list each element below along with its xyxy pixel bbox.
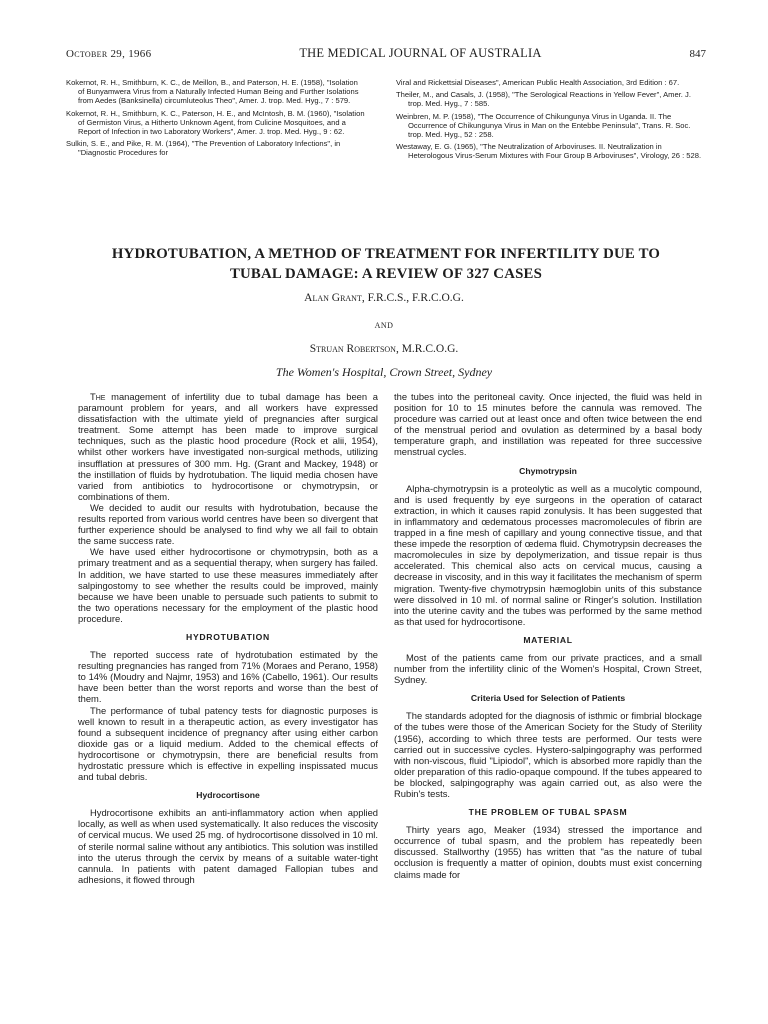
body-paragraph: We decided to audit our results with hydrotubation, because the results reported from various world centres have been so divergent that further experience should be analysed to find why we all fail to obtain the same success rate. [78, 501, 378, 547]
issue-date: October 29, 1966 [66, 48, 152, 60]
subsection-heading: Criteria Used for Selection of Patients [470, 693, 626, 704]
article-title-line-2: TUBAL DAMAGE: A REVIEW OF 327 CASES [229, 266, 543, 282]
lead-word: The [90, 391, 106, 402]
author-2: Struan Robertson, M.R.C.O.G. [309, 343, 459, 355]
reference-entry: Theiler, M., and Casals, J. (1958), "The Serological Reactions in Yellow Fever", Amer. J. trop. Med. Hyg., 7 : 585. [396, 90, 691, 109]
body-paragraph: We have used either hydrocortisone or chymotrypsin, both as a primary treatment and as a sequential therapy, when surgery has failed. In addition, we have started to use these measures immediately after salpingostomy to see whether the results could be improved, mainly because we have been unable to persuade such patients to submit to the two operations necessary for the employment of the plastic hood procedure. [78, 546, 378, 624]
reference-entry: Westaway, E. G. (1965), "The Neutralization of Arboviruses. II. Neutralization in Heterologous Virus-Serum Mixtures with Four Group B Arboviruses", Virology, 26 : 528. [396, 142, 702, 161]
body-paragraph: the tubes into the peritoneal cavity. Once injected, the fluid was held in position for 10 to 15 minutes before the cannula was removed. The procedure was carried out at least once and often twice between the end of the menstrual period and ovulation as determined by a basal body temperature graph, and instillation was repeated for three successive menstrual cycles. [394, 391, 702, 458]
reference-list-right [396, 78, 702, 164]
body-paragraph [78, 391, 378, 502]
body-paragraph: Thirty years ago, Meaker (1934) stressed the importance and occurrence of tubal spasm, and the problem has repeatedly been discussed. Stallworthy (1955) has written that "as the nature of tubal occlusion is frequently a matter of opinion, doubts must exist concerning claims made for [394, 824, 702, 880]
body-paragraph: The standards adopted for the diagnosis of isthmic or fimbrial blockage of the tubes were those of the American Society for the Study of Sterility (1956), according to which three tests are performed. Our tests were carried out in successive cycles. Hystero-salpingography was performed with non-viscous, fluid "Lipiodol", which is absorbed more rapidly than the older preparation of this radio-opaque compound. If the tubes appeared to be blocked, salpingography was again carried out, as also were the Rubin's tests. [394, 710, 702, 799]
section-heading: THE PROBLEM OF TUBAL SPASM [468, 807, 628, 818]
reference-entry: Sulkin, S. E., and Pike, R. M. (1964), "The Prevention of Laboratory Infections", in "Diagnostic Procedures for [66, 139, 341, 158]
paragraph-text: management of infertility due to tubal damage has been a paramount problem for years, and all workers have expressed dissatisfaction with the ultimate yield of pregnancies after surgical treatment. Some attempt has been made to improve surgical techniques, such as the plastic hood procedure (Rock et alii, 1954), whilst other workers have investigated non-surgical methods, utilizing insufflation at pressures of 300 mm. Hg. (Grant and Mackey, 1948) or the instillation of fluids by hydrotubation. The liquid media chosen have varied from antibiotics to hydrocortisone or chymotrypsin, or combinations of them. [78, 391, 378, 502]
body-column-left [78, 391, 378, 885]
author-1: Alan Grant, F.R.C.S., F.R.C.O.G. [304, 292, 464, 304]
body-column-right [394, 391, 702, 880]
body-paragraph: Most of the patients came from our private practices, and a small number from the infertility clinic of the Women's Hospital, Crown Street, Sydney. [394, 651, 702, 686]
section-heading: MATERIAL [523, 634, 573, 645]
reference-entry: Kokernot, R. H., Smithburn, K. C., Paterson, H. E., and McIntosh, B. M. (1960), "Isolation of Germiston Virus, a Hitherto Unknown Agent, from Culicine Mosquitoes, and a Report of Infection in two Laboratory Workers", Amer. J. trop. Med. Hyg., 9 : 62. [66, 108, 365, 137]
page-number: 847 [689, 48, 706, 60]
body-paragraph: The performance of tubal patency tests for diagnostic purposes is well known to result in a therapeutic action, as every investigator has found a subsequent incidence of pregnancy after using either carbon dioxide gas or a liquid medium. Added to the chemical effects of hydrocortisone or chymotrypsin, there are beneficial results from hydrostatic pressure which is effective in expelling inspissated mucus and tubal debris. [78, 704, 378, 783]
subsection-heading: Hydrocortisone [196, 790, 260, 801]
article-title-line-1: HYDROTUBATION, A METHOD OF TREATMENT FOR INFERTILITY DUE TO [111, 246, 661, 262]
reference-entry: Weinbren, M. P. (1958), "The Occurrence of Chikungunya Virus in Uganda. II. The Occurrence of Chikungunya Virus in Man on the Entebbe Peninsula", Trans. R. Soc. trop. Med. Hyg., 52 : 258. [396, 111, 691, 140]
reference-entry: Viral and Rickettsial Diseases", American Public Health Association, 3rd Edition : 67. [396, 78, 680, 87]
article-title [66, 244, 706, 284]
body-paragraph: The reported success rate of hydrotubation estimated by the resulting pregnancies has ranged from 71% (Moraes and Perano, 1958) to 14% (Moudry and Najmr, 1953) and 16% (Cabello, 1961). Our results have been better than the worst reports and worse than the best of them. [78, 649, 378, 705]
subsection-heading: Chymotrypsin [519, 465, 577, 476]
author-conjunction: AND [374, 321, 394, 330]
body-paragraph: Hydrocortisone exhibits an anti-inflammatory action when applied locally, as well as when used systematically. It also reduces the viscosity of cervical mucus. We used 25 mg. of hydrocortisone dissolved in 10 ml. of sterile normal saline without any antibiotics. This solution was instilled into the uterus through the cervix by means of a suitable water-tight cannula. In patients with patent damaged Fallopian tubes and adhesions, it flowed through [78, 807, 378, 885]
running-header [66, 46, 706, 61]
body-paragraph: Alpha-chymotrypsin is a proteolytic as well as a mucolytic compound, and is used frequently by eye surgeons in the operation of cataract extraction, in which it causes rapid zonulysis. It has been suggested that in inflammatory and œdematous processes macromolecules of fibrin are trapped in a fine mesh of capillary and young connective tissue, and that these impede the resorption of œdema fluid. Chymotrypsin decreases the macromolecules in size by depolymerization, and tissue repair is thus accelerated. This chemical also acts on cervical mucus, causing a decrease in viscosity, and in this way it facilitates the mechanism of sperm migration. Twenty-five chymotrypsin hæmoglobin units of this substance were dissolved in 10 ml. of normal saline or Ringer's solution. Instillation into the uterine cavity and the tubes was performed by the same method as that used for hydrocortisone. [394, 482, 702, 627]
journal-title: THE MEDICAL JOURNAL OF AUSTRALIA [299, 46, 542, 60]
reference-entry: Kokernot, R. H., Smithburn, K. C., de Meillon, B., and Paterson, H. E. (1958), "Isolation of Bunyamwera Virus from a Naturally Infected Human Being and Further Isolations from Aedes (Banksinella) circumluteolus Theo", Amer. J. trop. Med. Hyg., 7 : 579. [66, 78, 359, 106]
section-heading: HYDROTUBATION [186, 631, 270, 642]
institution: The Women's Hospital, Crown Street, Sydney [275, 365, 493, 379]
reference-list-left [66, 78, 366, 161]
